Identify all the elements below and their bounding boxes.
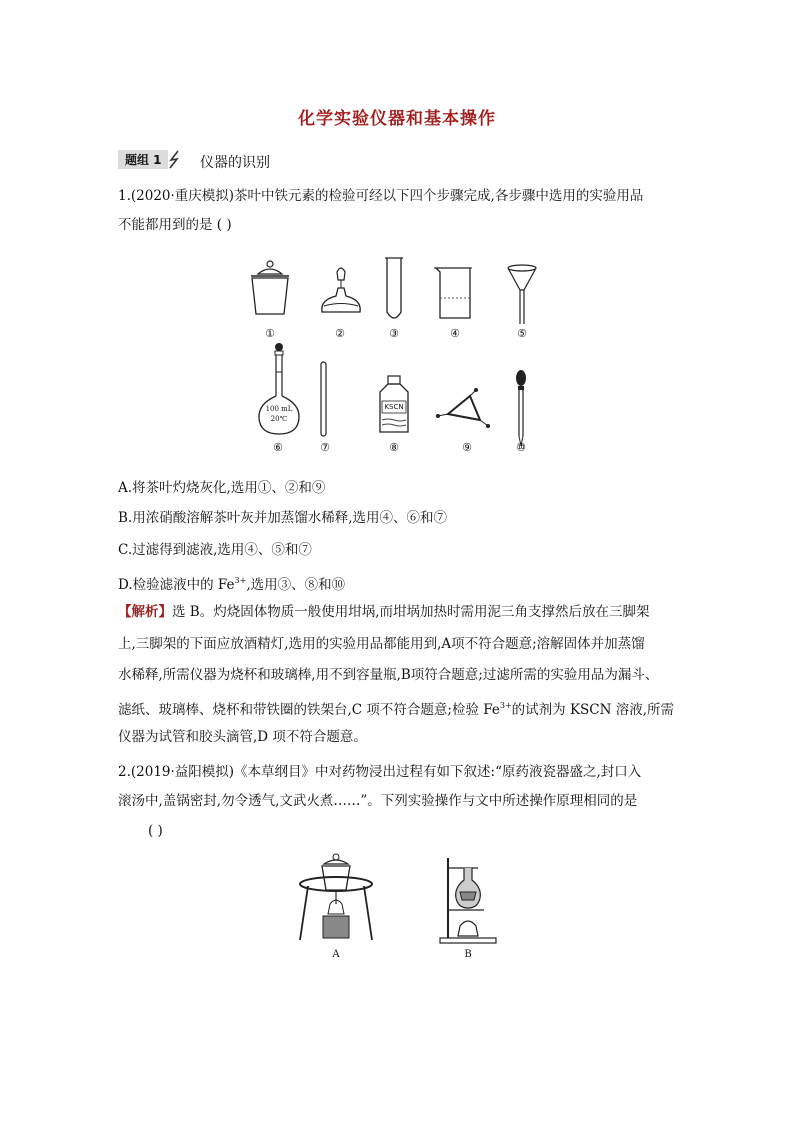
crucible-figure: [240, 258, 300, 328]
alcohol-lamp-figure: [316, 266, 366, 326]
analysis-tag: 【解析】: [118, 604, 172, 620]
instrument-label-1: ①: [265, 327, 275, 340]
q2-line1: 2.(2019·益阳模拟)《本草纲目》中对药物浸出过程有如下叙述:“原药液瓷器盛之,封口入: [118, 764, 642, 780]
page-title: 化学实验仪器和基本操作: [298, 109, 496, 129]
analysis-line4: [118, 696, 674, 720]
analysis-line5: 仪器为试管和胶头滴管,D 项不符合题意。: [118, 729, 367, 745]
funnel-figure: [504, 262, 540, 328]
q2-line2: 滚汤中,盖锅密封,勿令透气,文武火煮……”。下列实验操作与文中所述操作原理相同的是: [118, 793, 638, 809]
analysis-line4-post: 的试剂为 KSCN 溶液,所需: [511, 702, 675, 718]
instrument-label-6: ⑥: [273, 441, 283, 454]
instrument-label-3: ③: [389, 327, 399, 340]
analysis-line4-pre: 滤纸、玻璃棒、烧杯和带铁圈的铁架台,C 项不符合题意;检验 Fe: [118, 702, 500, 718]
analysis-text-1: 选 B。灼烧固体物质一般使用坩埚,而坩埚加热时需用泥三角支撑然后放在三脚架: [172, 604, 650, 620]
glass-rod-figure: [319, 360, 329, 440]
option-d-pre: D.检验滤液中的 Fe: [118, 577, 235, 593]
instrument-label-7: ⑦: [320, 441, 330, 454]
flask-temp-text: 20℃: [270, 415, 288, 423]
instrument-label-4: ④: [450, 327, 460, 340]
instrument-label-8: ⑧: [389, 441, 399, 454]
q2-line3: ( ): [148, 823, 163, 839]
instrument-label-9: ⑨: [462, 441, 472, 454]
instrument-label-2: ②: [335, 327, 345, 340]
test-tube-figure: [382, 256, 406, 326]
q1-stem-line2: 不能都用到的是 ( ): [118, 217, 232, 233]
bottle-label: KSCN: [384, 403, 404, 411]
instrument-label-10: ⑩: [516, 441, 526, 454]
flask-volume-text: 100 mL: [265, 405, 293, 413]
option-d-post: ,选用③、⑧和⑩: [246, 577, 346, 593]
group-badge: [118, 150, 182, 168]
beaker-figure: [432, 266, 476, 322]
lightning-icon: [168, 150, 182, 168]
option-a: A.将茶叶灼烧灰化,选用①、②和⑨: [118, 480, 326, 496]
analysis-line3: 水稀释,所需仪器为烧杯和玻璃棒,用不到容量瓶,B项符合题意;过滤所需的实验用品为漏斗、: [118, 667, 659, 683]
figure-label-a: A: [332, 949, 340, 960]
option-d-sup: 3+: [234, 576, 247, 585]
clay-triangle-figure: [436, 390, 492, 430]
analysis-line2: 上,三脚架的下面应放酒精灯,选用的实验用品都能用到,A项不符合题意;溶解固体并加蒸馏: [118, 636, 645, 652]
analysis-line4-sup: 3+: [499, 701, 512, 710]
apparatus-a-figure: [296, 852, 376, 947]
dropper-figure: [511, 368, 531, 448]
analysis-line1: [118, 602, 650, 622]
figure-label-b: B: [464, 949, 472, 960]
instrument-label-5: ⑤: [517, 327, 527, 340]
option-c: C.过滤得到滤液,选用④、⑤和⑦: [118, 542, 312, 558]
volumetric-flask-figure: [254, 342, 304, 438]
q1-stem-line1: 1.(2020·重庆模拟)茶叶中铁元素的检验可经以下四个步骤完成,各步骤中选用的实验用品: [118, 188, 644, 204]
group-label: 仪器的识别: [200, 155, 270, 171]
apparatus-b-figure: [434, 852, 504, 947]
option-b: B.用浓硝酸溶解茶叶灰并加蒸馏水稀释,选用④、⑥和⑦: [118, 510, 448, 526]
option-d: [118, 571, 345, 595]
group-badge-label: 题组 1: [118, 150, 168, 169]
